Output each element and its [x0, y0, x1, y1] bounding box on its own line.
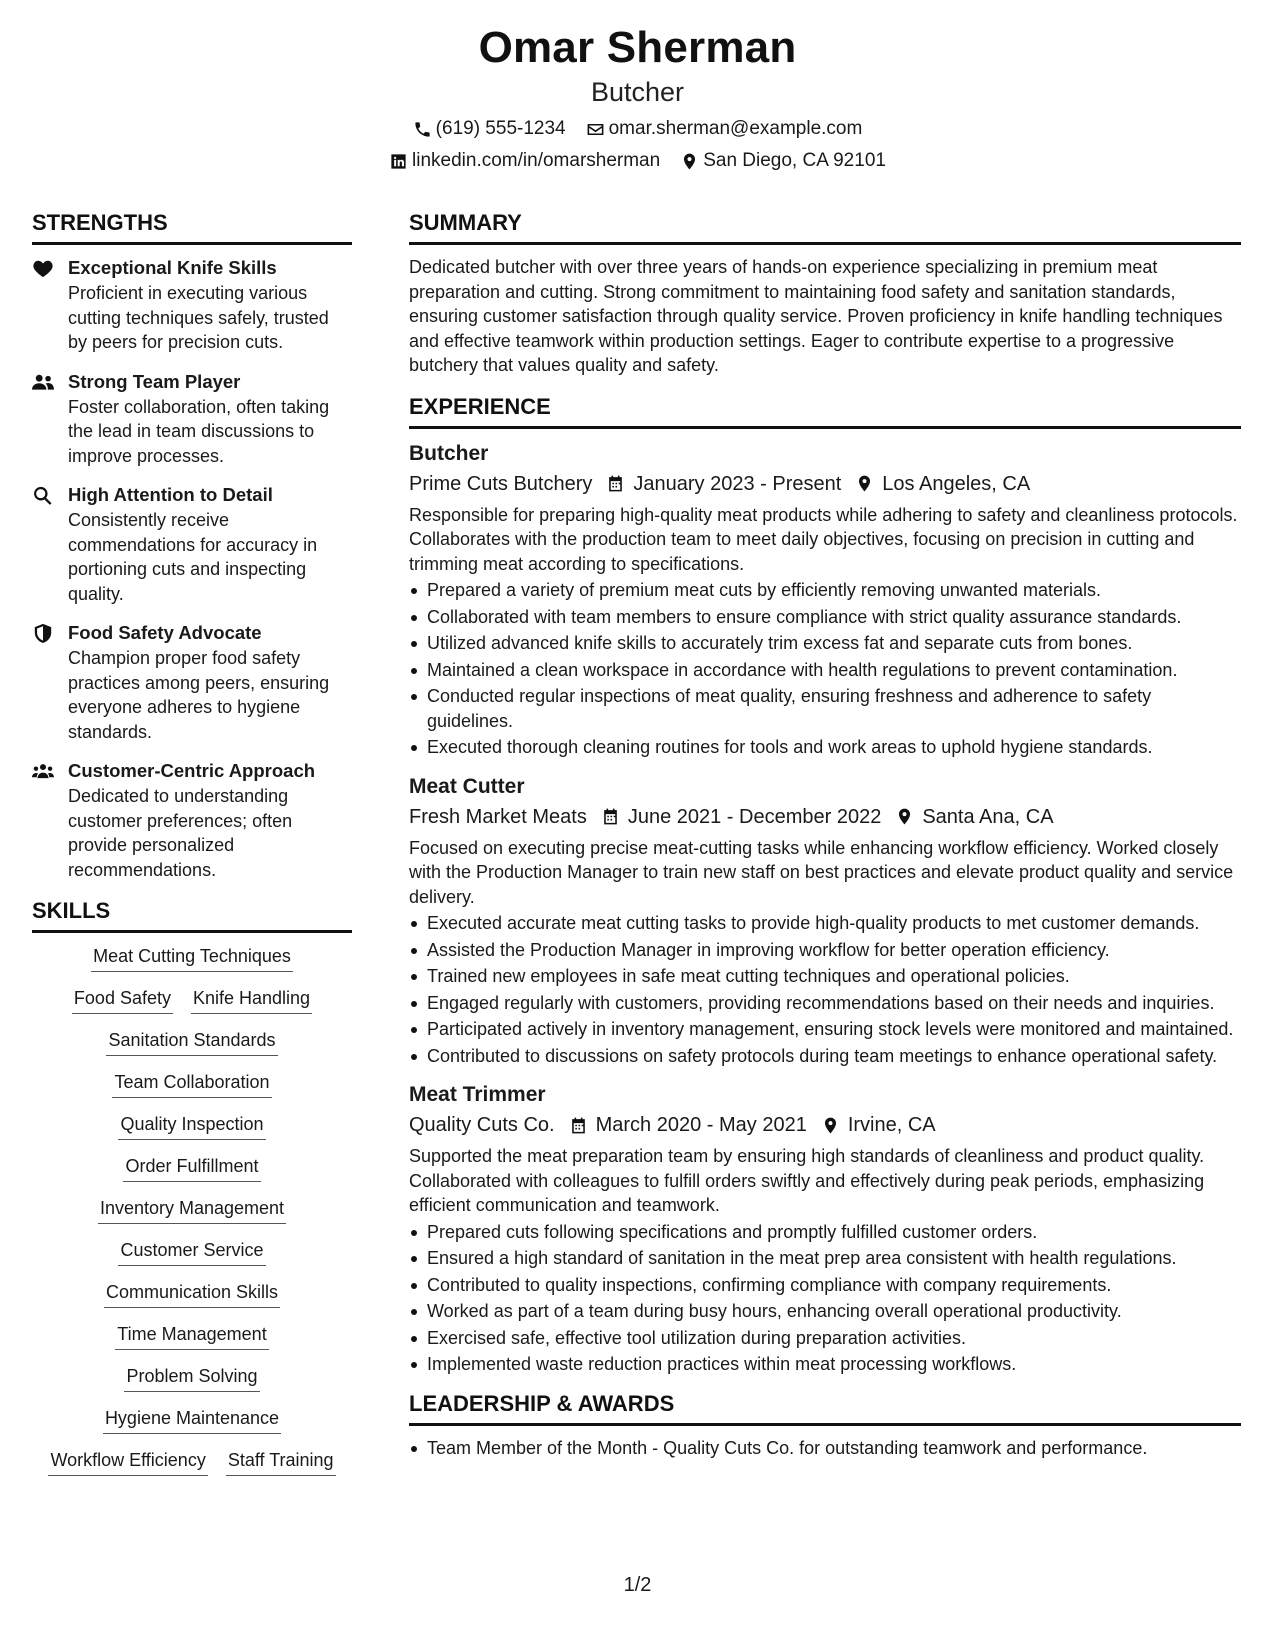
linkedin-text: linkedin.com/in/omarsherman: [412, 150, 661, 171]
location-contact: [680, 148, 886, 174]
job-location: Los Angeles, CA: [882, 472, 1031, 495]
strength-title: Exceptional Knife Skills: [68, 257, 277, 278]
skills-heading: SKILLS: [32, 896, 352, 933]
bullet-item: Trained new employees in safe meat cutting techniques and operational policies.: [409, 964, 1241, 989]
skill-tag: Customer Service: [118, 1237, 265, 1266]
job-description: Focused on executing precise meat-cutting tasks while enhancing workflow efficiency. Worked closely with the Production Manager to train new staff on best practices and elevate product quality and service delivery.: [409, 837, 1234, 907]
skill-tag: Meat Cutting Techniques: [91, 943, 293, 972]
skill-tag: Inventory Management: [98, 1195, 286, 1224]
linkedin-contact[interactable]: [389, 148, 660, 174]
skill-tag: Order Fulfillment: [123, 1153, 260, 1182]
job-meta: [409, 802, 1241, 832]
job-entry: [409, 1080, 1241, 1377]
bullet-item: Exercised safe, effective tool utilization during preparation activities.: [409, 1326, 1241, 1351]
phone-icon: [413, 120, 432, 139]
job-location: Irvine, CA: [847, 1114, 936, 1136]
phone-contact: [413, 116, 566, 142]
skills-list: [32, 943, 352, 1489]
strength-desc: Proficient in executing various cutting techniques safely, trusted by peers for precision cuts.: [68, 283, 329, 352]
bullet-item: Ensured a high standard of sanitation in the meat prep area consistent with health regulations.: [409, 1246, 1241, 1271]
strength-title: Customer-Centric Approach: [68, 760, 316, 781]
bullet-item: Assisted the Production Manager in improving workflow for better operation efficiency.: [409, 938, 1241, 963]
linkedin-icon: [389, 152, 408, 171]
map-pin-icon: [855, 474, 874, 493]
map-pin-icon: [821, 1116, 840, 1135]
map-pin-icon: [895, 807, 914, 826]
experience-heading: EXPERIENCE: [409, 392, 1241, 429]
strength-title: Strong Team Player: [68, 370, 241, 392]
bullet-item: Utilized advanced knife skills to accurately trim excess fat and separate cuts from bones.: [409, 631, 1241, 656]
skill-tag: Knife Handling: [191, 985, 312, 1014]
leadership-heading: LEADERSHIP & AWARDS: [409, 1389, 1241, 1426]
strengths-heading: STRENGTHS: [32, 208, 352, 245]
skill-tag: Staff Training: [226, 1447, 336, 1476]
skill-tag: Food Safety: [72, 985, 173, 1014]
strength-item: [32, 620, 352, 744]
skill-tag: Problem Solving: [124, 1363, 259, 1392]
job-company: Quality Cuts Co.: [409, 1114, 555, 1136]
bullet-item: Prepared a variety of premium meat cuts by efficiently removing unwanted materials.: [409, 578, 1241, 603]
bullet-item: Participated actively in inventory management, ensuring stock levels were monitored and maintained.: [409, 1017, 1241, 1042]
job-location: Santa Ana, CA: [922, 805, 1054, 828]
search-icon: [32, 485, 54, 505]
bullet-item: Contributed to discussions on safety protocols during team meetings to enhance operational safety.: [409, 1044, 1241, 1069]
strength-desc: Consistently receive commendations for accuracy in portioning cuts and inspecting quality.: [68, 510, 318, 604]
job-company: Prime Cuts Butchery: [409, 472, 593, 495]
summary-heading: SUMMARY: [409, 208, 1241, 245]
strength-item: [32, 369, 352, 469]
job-dates: March 2020 - May 2021: [595, 1114, 807, 1136]
heart-icon: [32, 258, 54, 278]
strength-desc: Dedicated to understanding customer preferences; often provide personalized recommendations.: [68, 786, 293, 880]
bullet-item: Executed thorough cleaning routines for tools and work areas to uphold hygiene standards.: [409, 735, 1241, 760]
job-title: Meat Trimmer: [409, 1083, 546, 1106]
candidate-role: Butcher: [590, 77, 685, 107]
resume-header: [0, 22, 1275, 174]
skill-tag: Quality Inspection: [118, 1111, 265, 1140]
summary-text: Dedicated butcher with over three years of hands-on experience specializing in premium meat preparation and cutting. Strong commitment to maintaining food safety and sanitation standards, ensuring customer satisfaction through quality service. Proven proficiency in knife handling techniques and effective teamwork within production settings. Eager to contribute expertise to a progressive butchery that values quality and safety.: [409, 257, 1223, 375]
job-dates: June 2021 - December 2022: [627, 805, 882, 828]
strength-desc: Champion proper food safety practices among peers, ensuring everyone adheres to hygiene standards.: [68, 648, 330, 742]
bullet-item: Conducted regular inspections of meat quality, ensuring freshness and adherence to safety guidelines.: [409, 684, 1241, 733]
strength-item: [32, 482, 352, 606]
job-bullets: [409, 911, 1241, 1068]
job-meta: [409, 1110, 1241, 1140]
bullet-item: Engaged regularly with customers, providing recommendations based on their needs and inquiries.: [409, 991, 1241, 1016]
envelope-icon: [586, 120, 605, 139]
bullet-item: Contributed to quality inspections, confirming compliance with company requirements.: [409, 1273, 1241, 1298]
page-number: 1/2: [623, 1574, 652, 1596]
candidate-name: Omar Sherman: [478, 23, 797, 72]
skill-tag: Workflow Efficiency: [48, 1447, 207, 1476]
bullet-item: Executed accurate meat cutting tasks to provide high-quality products to met customer demands.: [409, 911, 1241, 936]
job-entry: [409, 772, 1241, 1069]
contact-row-1: [0, 116, 1275, 142]
map-pin-icon: [680, 152, 699, 171]
job-bullets: [409, 578, 1241, 760]
bullet-item: Team Member of the Month - Quality Cuts Co. for outstanding teamwork and performance.: [409, 1436, 1241, 1461]
team-icon: [32, 372, 54, 392]
phone-text: (619) 555-1234: [435, 118, 566, 139]
calendar-icon: [606, 474, 625, 493]
strengths-list: [32, 255, 352, 882]
leadership-bullets: [409, 1436, 1241, 1461]
job-title: Meat Cutter: [409, 774, 525, 798]
bullet-item: Collaborated with team members to ensure compliance with strict quality assurance standards.: [409, 605, 1241, 630]
skill-tag: Communication Skills: [104, 1279, 280, 1308]
skill-tag: Team Collaboration: [112, 1069, 271, 1098]
calendar-icon: [601, 807, 620, 826]
strength-desc: Foster collaboration, often taking the lead in team discussions to improve processes.: [68, 396, 330, 466]
job-company: Fresh Market Meats: [409, 805, 587, 828]
strength-item: [32, 255, 352, 355]
job-description: Supported the meat preparation team by ensuring high standards of cleanliness and product quality. Collaborated with colleagues to fulfill orders swiftly and effectively during peak periods, emphasizing efficient communication and teamwork.: [409, 1146, 1205, 1215]
email-text: omar.sherman@example.com: [608, 118, 863, 139]
right-column: [409, 208, 1241, 1460]
job-description: Responsible for preparing high-quality meat products while adhering to safety and cleanliness protocols. Collaborates with the production team to meet daily objectives, focusing on precision in cutting and trimming meat according to specifications.: [409, 504, 1238, 574]
strength-title: Food Safety Advocate: [68, 622, 262, 643]
location-text: San Diego, CA 92101: [703, 150, 886, 171]
bullet-item: Worked as part of a team during busy hours, enhancing overall operational productivity.: [409, 1299, 1241, 1324]
bullet-item: Prepared cuts following specifications and promptly fulfilled customer orders.: [409, 1220, 1241, 1245]
job-dates: January 2023 - Present: [633, 472, 842, 495]
shield-icon: [32, 623, 54, 643]
contact-row-2: [0, 148, 1275, 174]
email-contact[interactable]: [586, 116, 863, 142]
skill-tag: Time Management: [115, 1321, 268, 1350]
skill-tag: Hygiene Maintenance: [103, 1405, 281, 1434]
job-meta: [409, 469, 1241, 499]
strength-title: High Attention to Detail: [68, 484, 273, 505]
bullet-item: Maintained a clean workspace in accordance with health regulations to prevent contamination.: [409, 658, 1241, 683]
users-icon: [32, 761, 54, 781]
skill-tag: Sanitation Standards: [106, 1027, 277, 1056]
bullet-item: Implemented waste reduction practices within meat processing workflows.: [409, 1352, 1241, 1377]
job-title: Butcher: [409, 441, 489, 465]
left-column: [32, 208, 352, 1489]
calendar-icon: [569, 1116, 588, 1135]
strength-item: [32, 758, 352, 882]
job-bullets: [409, 1220, 1241, 1377]
job-entry: [409, 439, 1241, 760]
